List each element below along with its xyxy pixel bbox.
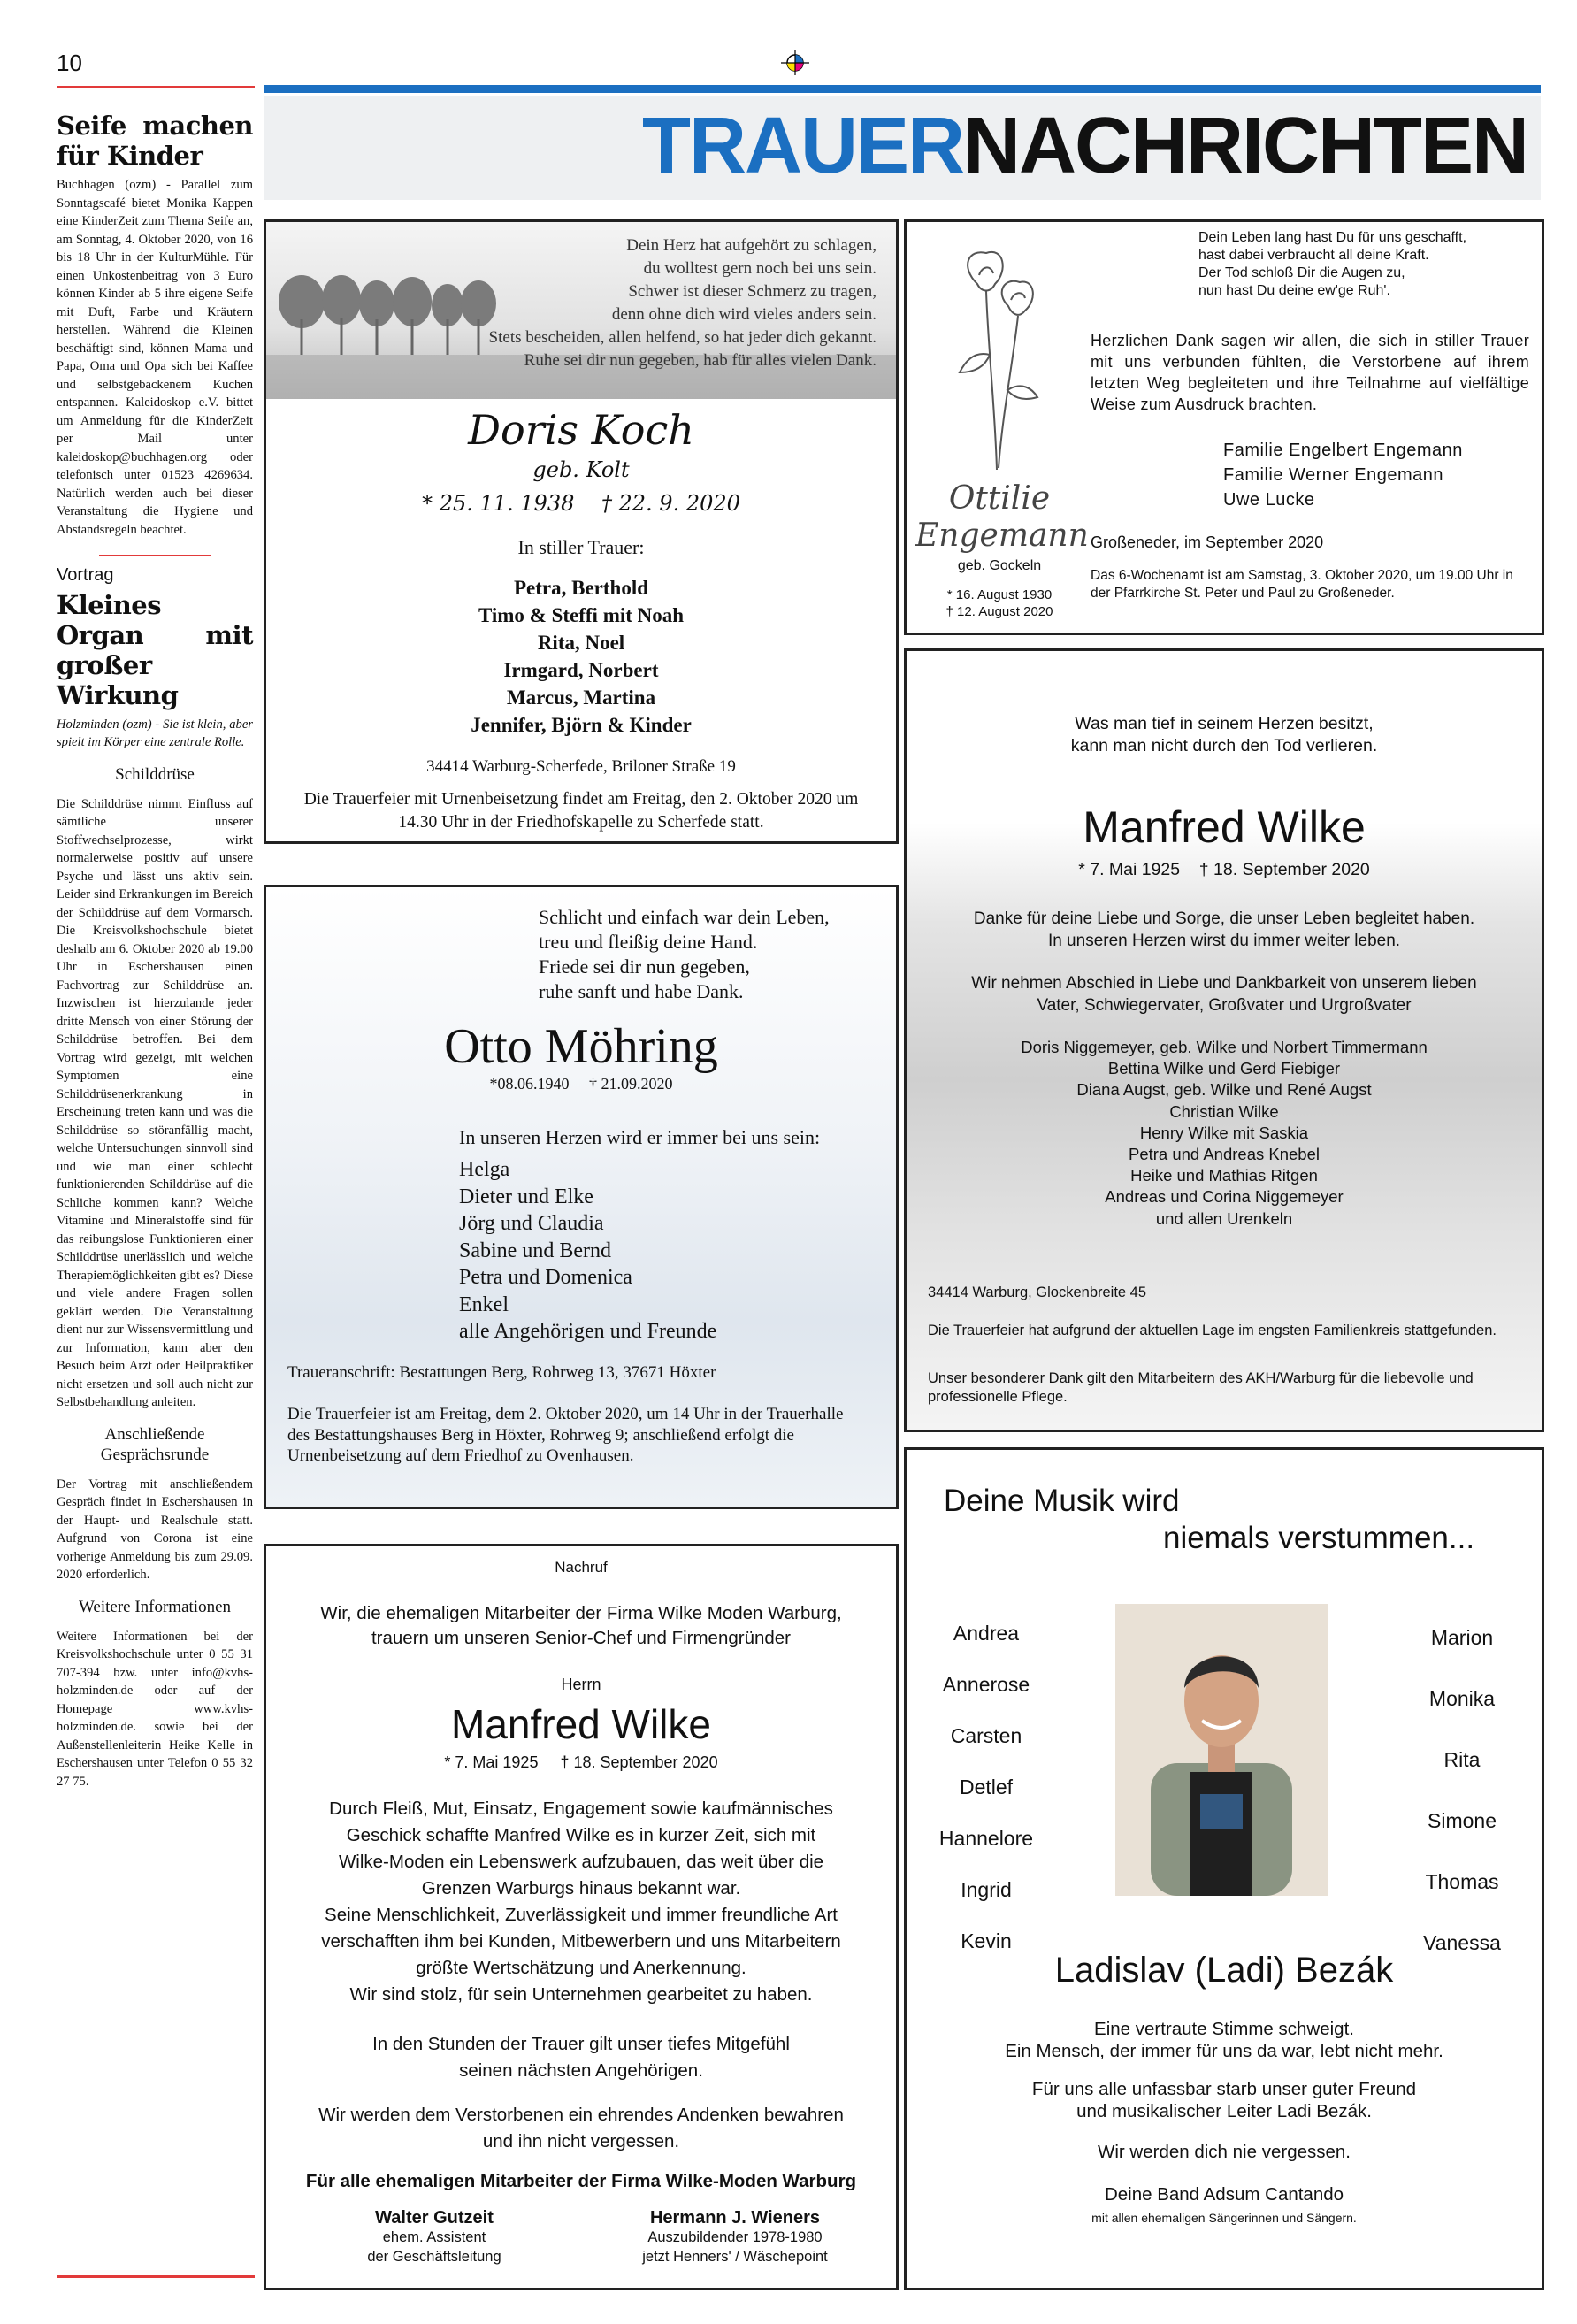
- funeral-info: Die Trauerfeier mit Urnenbeisetzung findet am Freitag, den 2. Oktober 2020 um 14.30 Uhr in der Friedhofskapelle zu Scherfede statt.: [303, 790, 859, 832]
- signature-role: der Geschäftsleitung: [367, 2249, 501, 2265]
- poem-line: Der Tod schloß Dir die Augen zu,: [1198, 265, 1405, 280]
- family-member: Helga: [459, 1158, 510, 1181]
- registration-mark-icon: [780, 50, 810, 76]
- birth-date: * 16. August 1930: [946, 587, 1053, 602]
- life-dates: *08.06.1940 † 21.09.2020: [489, 1075, 673, 1093]
- text-line: Eine vertraute Stimme schweigt.: [1094, 2019, 1354, 2039]
- text-line: Für uns alle unfassbar starb unser guter Freund: [1031, 2079, 1417, 2099]
- funeral-note: Die Trauerfeier hat aufgrund der aktuellen Lage im engsten Familienkreis stattgefunden.: [928, 1323, 1497, 1338]
- poem-line: Dein Herz hat aufgehört zu schlagen,: [626, 236, 877, 255]
- mourning-label: In stiller Trauer:: [517, 536, 645, 558]
- text-line: Geschick schaffte Manfred Wilke es in kurzer Zeit, sich mit: [346, 1825, 816, 1845]
- death-date: † 12. August 2020: [945, 604, 1053, 619]
- band-member: Annerose: [942, 1673, 1030, 1696]
- subheading: Weitere Informationen: [78, 1597, 232, 1616]
- mass-info: Das 6-Wochenamt ist am Samstag, 3. Oktober 2020, um 19.00 Uhr in der Pfarrkirche St. Peter und Paul zu Großeneder.: [1091, 568, 1513, 601]
- footer-line: Für alle ehemaligen Mitarbeiter der Firma Wilke-Moden Warburg: [305, 2171, 857, 2191]
- poem-line: ruhe sanft und habe Dank.: [539, 980, 744, 1002]
- article-body-3: Der Vortrag mit anschließendem Gespräch findet in Eschershausen in der Haupt- und Realschule statt. Aufgrund von Corona ist eine vorherige Anmeldung bis zum 29.09. 2020 erforderlich.: [57, 1476, 253, 1582]
- poem-line: treu und fleißig deine Hand.: [539, 931, 758, 953]
- salutation: Herrn: [561, 1676, 601, 1693]
- text-line: Grenzen Warburgs hinaus bekannt war.: [421, 1878, 741, 1898]
- article-body: Buchhagen (ozm) - Parallel zum Sonntagscafé bietet Monika Kappen eine KinderZeit zum Thema Seife an, am Sonntag, 4. Oktober 2020, von 16 bis 18 Uhr in der KulturMühle. Für einen Unkostenbeitrag von 3 Euro können Kinder ab 5 ihre eigene Seife mit Duft, Farbe und Kräutern herstellen. Während die Kleinen beschäftigt sind, können Mama und Papa, Oma und Opa sich bei Kaffee und selbstgebackenem Kuchen entspannen. Kaleidoskop e.V. bittet um Anmeldung für die KinderZeit per Mail unter kaleidoskop@buchhagen.org oder telefonisch unter 01523 4269634. Natürlich werden auch bei dieser Veranstaltung die Hygiene und Abstandsregeln beachtet.: [57, 178, 253, 537]
- family-member: Diana Augst, geb. Wilke und René Augst: [1076, 1080, 1372, 1100]
- text-line: Wilke-Moden ein Lebenswerk aufzubauen, das weit über die: [338, 1852, 824, 1872]
- poem-line: nun hast Du deine ew'ge Ruh'.: [1198, 283, 1390, 298]
- obituary-otto-moehring: [264, 885, 899, 1509]
- poem-line: Friede sei dir nun gegeben,: [539, 955, 750, 978]
- family-member: Petra, Berthold: [513, 577, 648, 599]
- text-line: Ein Mensch, der immer für uns da war, lebt nicht mehr.: [1005, 2041, 1443, 2061]
- family-member: Rita, Noel: [537, 632, 625, 654]
- signature-name: Hermann J. Wieners: [649, 2208, 821, 2228]
- band-member: Hannelore: [938, 1827, 1034, 1850]
- thanks-line: Danke für deine Liebe und Sorge, die unser Leben begleitet haben.: [973, 909, 1475, 928]
- band-signature-sub: mit allen ehemaligen Sängerinnen und Sängern.: [1091, 2211, 1357, 2225]
- page-number: 10: [57, 50, 82, 76]
- text-line: größte Wertschätzung und Anerkennung.: [416, 1958, 746, 1978]
- thanks-text: Herzlichen Dank sagen wir allen, die sich in stiller Trauer mit uns verbunden fühlten, die Verstorbene auf ihrem letzten Weg begleiteten und ihre Teilnahme auf vielfältige Weise zum Ausdruck brachten.: [1091, 332, 1529, 413]
- deceased-last-name: Engemann: [915, 518, 1089, 554]
- address: Traueranschrift: Bestattungen Berg, Rohrweg 13, 37671 Höxter: [287, 1363, 716, 1382]
- intro-line: trauern um unseren Senior-Chef und Firmengründer: [371, 1628, 792, 1648]
- article-kicker: Vortrag: [57, 565, 114, 585]
- life-dates: * 7. Mai 1925 † 18. September 2020: [444, 1753, 718, 1771]
- obituary-manfred-wilke-family: [904, 648, 1544, 1432]
- family-member: Heike und Mathias Ritgen: [1130, 1166, 1318, 1185]
- band-member: Detlef: [959, 1776, 1014, 1799]
- obituary-ladislav-bezak: [904, 1447, 1544, 2290]
- family-member: Dieter und Elke: [459, 1185, 593, 1208]
- family-member: Christian Wilke: [1169, 1101, 1279, 1121]
- nachruf-manfred-wilke: [264, 1544, 899, 2290]
- address: 34414 Warburg-Scherfede, Briloner Straße 19: [426, 757, 736, 776]
- band-signature: Deine Band Adsum Cantando: [1104, 2184, 1344, 2205]
- sidebar-bottom-rule: [57, 2275, 255, 2278]
- header-bar: [264, 85, 1541, 93]
- family-member: Jörg und Claudia: [459, 1212, 604, 1235]
- poem-line: Ruhe sei dir nun gegeben, hab für alles vielen Dank.: [524, 351, 877, 370]
- address: 34414 Warburg, Glockenbreite 45: [928, 1285, 1147, 1300]
- band-member: Ingrid: [961, 1878, 1012, 1901]
- place-date: Großeneder, im September 2020: [1091, 533, 1324, 551]
- life-dates: * 7. Mai 1925 † 18. September 2020: [1078, 860, 1370, 879]
- deceased-name: Ladislav (Ladi) Bezák: [1054, 1951, 1394, 1990]
- birth-name: geb. Kolt: [532, 457, 630, 482]
- divider: [99, 555, 211, 556]
- family-member: Jennifer, Björn & Kinder: [471, 714, 692, 736]
- family-member: und allen Urenkeln: [1155, 1208, 1293, 1228]
- band-member: Andrea: [953, 1622, 1020, 1645]
- rose-icon: [933, 240, 1048, 479]
- nachruf-label: Nachruf: [555, 1559, 608, 1576]
- signature-role: jetzt Henners' / Wäschepoint: [642, 2249, 828, 2265]
- family-member: Irmgard, Norbert: [503, 659, 659, 681]
- family-member: Timo & Steffi mit Noah: [478, 604, 685, 626]
- text-line: und musikalischer Leiter Ladi Bezák.: [1076, 2101, 1372, 2121]
- article-body-2: Die Schilddrüse nimmt Einfluss auf sämtliche unserer Stoffwechselprozesse, wirkt normalerweise positiv auf unsere Psyche und lässt uns aktiv sein. Leider sind Erkrankungen im Bereich der Schilddrüse auf dem Vormarsch. Die Kreisvolkshochschule bietet deshalb am 6. Oktober 2020 ab 19.00 Uhr in Eschershausen einen Fachvortrag zur Schilddrüse an. Inzwischen ist hierzulande jeder dritte Mensch von einer Störung der Schilddrüse betroffen. Bei dem Vortrag wird gezeigt, mit welchen Symptomen eine Schilddrüsenerkrankung in Erscheinung treten kann und was die Schilddrüse so störanfällig macht, welche Untersuchungen sinnvoll sind und wie man einer schlecht funktionierenden Schilddrüse auf die Schliche kommen kann? Welche Vitamine und Mineralstoffe sind für das reibungslose Funktionieren einer Schilddrüse unerlässlich und welche Therapiemöglichkeiten gibt es? Diese und viele andere Fragen sollen geklärt werden. Die Veranstaltung dient nur zur Wissensvermittlung und zur Information, kann aber den Besuch beim Arzt oder Heilpraktiker nicht ersetzen und soll auch nicht zur Selbstbehandlung anleiten.: [57, 796, 253, 1409]
- family-member: Petra und Domenica: [459, 1266, 632, 1289]
- band-member: Thomas: [1425, 1870, 1499, 1893]
- poem-line: hast dabei verbraucht all deine Kraft.: [1198, 248, 1429, 263]
- family-member: alle Angehörigen und Freunde: [459, 1320, 717, 1343]
- deceased-first-name: Ottilie: [948, 480, 1051, 517]
- band-member: Vanessa: [1423, 1931, 1501, 1954]
- deceased-name: Otto Möhring: [444, 1019, 718, 1074]
- thanks-note: Unser besonderer Dank gilt den Mitarbeitern des AKH/Warburg für die liebevolle und professionelle Pflege.: [928, 1370, 1474, 1405]
- page-title: TRAUERNACHRICHTEN: [642, 102, 1527, 190]
- poem-line: Stets bescheiden, allen helfend, so hat jeder dich gekannt.: [488, 328, 877, 347]
- text-line: Durch Fleiß, Mut, Einsatz, Engagement sowie kaufmännisches: [329, 1799, 833, 1819]
- family-line: Familie Engelbert Engemann: [1223, 441, 1463, 460]
- subheading: Schilddrüse: [115, 764, 195, 784]
- text-line: Wir werden dich nie vergessen.: [1098, 2142, 1351, 2162]
- family-line: Uwe Lucke: [1223, 490, 1315, 510]
- funeral-info: Die Trauerfeier ist am Freitag, dem 2. Oktober 2020, um 14 Uhr in der Trauerhalle des Bestattungshauses Berg in Höxter, Rohrweg 9; anschließend erfolgt die Urnenbeisetzung auf dem Friedhof zu Ovenhausen.: [287, 1405, 844, 1465]
- sidebar-top-rule: [57, 86, 255, 88]
- intro-line: In unseren Herzen wird er immer bei uns sein:: [459, 1126, 821, 1148]
- article-headline: Seife machen für Kinder: [57, 111, 253, 171]
- text-line: Wir werden dem Verstorbenen ein ehrendes Andenken bewahren: [318, 2105, 844, 2125]
- headline-line-2: niemals verstummen...: [1163, 1521, 1475, 1555]
- band-member: Kevin: [961, 1929, 1012, 1952]
- text-line: In den Stunden der Trauer gilt unser tiefes Mitgefühl: [372, 2034, 790, 2054]
- poem-line: denn ohne dich wird vieles anders sein.: [611, 305, 877, 324]
- text-line: verschafften ihm bei Kunden, Mitbewerbern und uns Mitarbeitern: [321, 1931, 841, 1952]
- family-member: Sabine und Bernd: [459, 1239, 611, 1262]
- life-dates: * 25. 11. 1938 † 22. 9. 2020: [422, 491, 740, 516]
- thanks-line: In unseren Herzen wirst du immer weiter leben.: [1047, 932, 1401, 950]
- deceased-name: Doris Koch: [468, 406, 694, 454]
- poem-line: Dein Leben lang hast Du für uns geschafft,: [1198, 230, 1467, 245]
- deceased-name: Manfred Wilke: [1083, 802, 1366, 852]
- signature-role: ehem. Assistent: [382, 2229, 486, 2245]
- signature-name: Walter Gutzeit: [375, 2208, 494, 2228]
- text-line: und ihn nicht vergessen.: [482, 2131, 680, 2151]
- family-member: Doris Niggemeyer, geb. Wilke und Norbert Timmermann: [1021, 1038, 1428, 1056]
- band-member: Monika: [1428, 1687, 1496, 1710]
- quote-line: Was man tief in seinem Herzen besitzt,: [1075, 714, 1374, 733]
- family-member: Andreas und Corina Niggemeyer: [1105, 1187, 1344, 1207]
- text-line: seinen nächsten Angehörigen.: [459, 2060, 703, 2081]
- family-member: Henry Wilke mit Saskia: [1139, 1123, 1309, 1142]
- poem-line: Schwer ist dieser Schmerz zu tragen,: [628, 282, 877, 301]
- obituary-doris-koch: [264, 219, 899, 844]
- signature-role: Auszubildender 1978-1980: [647, 2229, 823, 2245]
- headline-line-1: Deine Musik wird: [944, 1484, 1180, 1518]
- poem-line: du wolltest gern noch bei uns sein.: [643, 259, 877, 278]
- farewell-line: Wir nehmen Abschied in Liebe und Dankbarkeit von unserem lieben: [971, 974, 1477, 993]
- article-body-4: Weitere Informationen bei der Kreisvolkshochschule unter 0 55 31 707-394 bzw. unter info@kvhs-holzminden.de oder auf der Homepage www.kvhs-holzminden.de. sowie bei der Außenstellenleiterin Heike Kelle in Eschershausen unter Telefon 0 55 32 27 75.: [57, 1629, 253, 1789]
- band-member: Marion: [1430, 1626, 1494, 1649]
- farewell-line: Vater, Schwiegervater, Großvater und Urgroßvater: [1037, 996, 1412, 1015]
- birth-name: geb. Gockeln: [957, 558, 1042, 573]
- deceased-name: Manfred Wilke: [451, 1701, 711, 1747]
- family-member: Enkel: [459, 1292, 509, 1316]
- band-member: Rita: [1443, 1748, 1481, 1771]
- family-member: Petra und Andreas Knebel: [1129, 1145, 1320, 1164]
- family-member: Bettina Wilke und Gerd Fiebiger: [1107, 1059, 1341, 1078]
- article-headline-2: Kleines Organ mit großer Wirkung: [57, 589, 253, 710]
- obituary-ottilie-engemann: [904, 219, 1544, 635]
- portrait-photo: [1115, 1604, 1328, 1896]
- subheading: Anschließende Gesprächsrunde: [100, 1424, 210, 1464]
- sidebar: [57, 111, 253, 1791]
- band-member: Simone: [1428, 1809, 1497, 1832]
- quote-line: kann man nicht durch den Tod verlieren.: [1070, 736, 1378, 755]
- article-lead: Holzminden (ozm) - Sie ist klein, aber spielt im Körper eine zentrale Rolle.: [57, 717, 253, 749]
- band-member: Carsten: [950, 1724, 1022, 1747]
- family-line: Familie Werner Engemann: [1223, 465, 1444, 485]
- family-member: Marcus, Martina: [506, 686, 656, 709]
- poem-line: Schlicht und einfach war dein Leben,: [539, 906, 830, 928]
- text-line: Wir sind stolz, für sein Unternehmen gearbeitet zu haben.: [349, 1984, 813, 2005]
- text-line: Seine Menschlichkeit, Zuverlässigkeit und immer freundliche Art: [325, 1905, 838, 1925]
- intro-line: Wir, die ehemaligen Mitarbeiter der Firma Wilke Moden Warburg,: [320, 1603, 842, 1623]
